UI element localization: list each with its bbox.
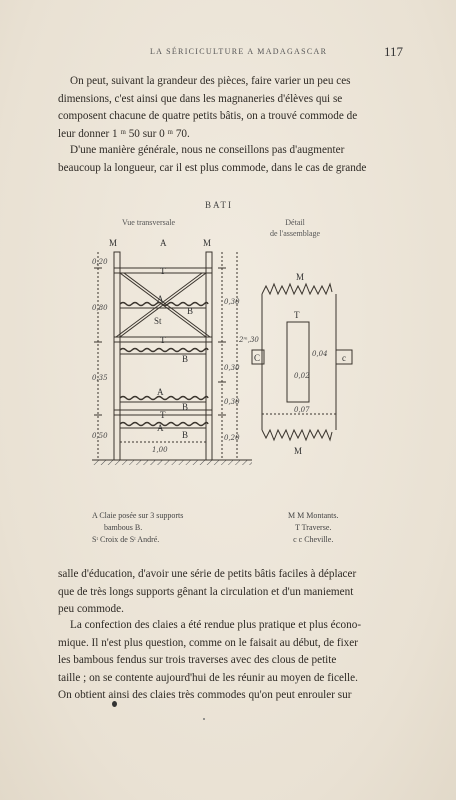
text-line: On peut, suivant la grandeur des pièces, faire varier un peu ces [70, 75, 351, 87]
text-line: les bambous fendus sur trois traverses avec des clous de petite [58, 654, 337, 667]
label-c-left: C [254, 353, 261, 363]
dim-left-1: 0,20 [92, 258, 108, 266]
legend-line: M M Montants. [288, 511, 339, 520]
text-line: taille ; on se contente aujourd'hui de les réunir au moyen de ficelle. [58, 671, 358, 684]
rack-drawing [72, 232, 372, 502]
dim-bottom-width: 1,00 [152, 446, 168, 454]
claie-3 [120, 397, 208, 400]
figure-legend-right [288, 510, 338, 546]
label-t-detail: T [294, 310, 300, 320]
running-title: LA SÉRICICULTURE A MADAGASCAR [150, 47, 328, 56]
upright-left [114, 252, 120, 460]
upright-right [206, 252, 212, 460]
dim-detail-3: 0,07 [294, 406, 310, 414]
legend-line: Sᵗ Croix de Sᵗ André. [92, 535, 160, 544]
label-m-right: M [203, 238, 212, 248]
label-a2: A [157, 387, 164, 397]
caption-line: de l'assemblage [270, 229, 321, 238]
text-line: dimensions, c'est ainsi que dans les magnaneries d'élèves qui se [58, 92, 343, 105]
label-m-left: M [109, 238, 118, 248]
legend-line: A Claie posée sur 3 supports [92, 511, 184, 520]
dim-detail-1: 0,02 [294, 372, 310, 380]
ink-speck [203, 718, 205, 720]
label-a-top: A [160, 238, 167, 248]
legend-line: c c Cheville. [293, 535, 334, 544]
text-line: peu commode. [58, 603, 124, 616]
dim-detail-2: 0,04 [312, 350, 328, 358]
text-line: mique. Il n'est plus question, comme on le faisait au début, de fixer [58, 636, 358, 649]
label-m-detail-top: M [296, 272, 305, 282]
ink-spot [112, 701, 117, 707]
break-line-top [262, 284, 332, 294]
caption-line: Détail [285, 218, 305, 227]
label-b2: B [182, 354, 189, 364]
text-line: beaucoup la longueur, car il est plus commode, dans le cas de grande [58, 161, 367, 174]
figure-legend-left [92, 510, 183, 546]
text-line: On obtient ainsi des claies très commodes qu'on peut enrouler sur [58, 689, 352, 702]
joint-detail [252, 284, 352, 440]
dim-left-2: 0,80 [92, 304, 108, 312]
dim-right-3: 0,30 [224, 398, 240, 406]
label-c-right: c [342, 353, 346, 363]
dim-right-4: 0,20 [224, 434, 240, 442]
figure-labels [92, 238, 346, 456]
paragraph-2 [58, 142, 396, 177]
claie-4 [120, 423, 208, 426]
dim-right-1: 0,30 [224, 298, 240, 306]
page-number: 117 [384, 44, 404, 59]
label-st: St [154, 316, 162, 326]
text-line: La confection des claies a été rendue plus pratique et plus écono- [70, 619, 362, 631]
text-line: D'une manière générale, nous ne conseillons pas d'augmenter [70, 144, 345, 156]
text-line: salle d'éducation, d'avoir une série de petits bâtis faciles à déplacer [58, 568, 357, 580]
text-line: que de très longs supports gênant la circulation et d'un maniement [58, 585, 354, 598]
legend-line: bambous B. [104, 523, 143, 532]
label-t2: T [160, 335, 166, 345]
figure-caption-transversal: Vue transversale [122, 218, 176, 227]
label-a1: A [157, 294, 164, 304]
dim-right-2: 0,30 [224, 364, 240, 372]
label-b4: B [182, 430, 189, 440]
dim-left-3: 0,35 [92, 374, 108, 382]
label-t1: T [160, 266, 166, 276]
dim-right-total: 2ᵐ,30 [239, 336, 259, 344]
text-line: composent chacune de quatre petits bâtis, on a trouvé commode de [58, 110, 358, 123]
paragraph-1 [58, 73, 396, 143]
paragraph-4 [58, 617, 396, 705]
label-t3: T [160, 410, 166, 420]
break-line-bottom [262, 430, 332, 440]
label-b1: B [187, 306, 194, 316]
running-header [0, 44, 456, 62]
figure-title: BATI [205, 200, 233, 210]
text-line: leur donner 1 ᵐ 50 sur 0 ᵐ 70. [58, 127, 190, 140]
legend-line: T Traverse. [295, 523, 332, 532]
traverse-section [287, 322, 309, 402]
label-b3: B [182, 402, 189, 412]
claie-2 [120, 349, 208, 352]
ground-hatch [92, 460, 252, 465]
paragraph-3 [58, 566, 396, 619]
label-m-detail-bottom: M [294, 446, 303, 456]
dim-left-4: 0,50 [92, 432, 108, 440]
label-a3: A [157, 423, 164, 433]
